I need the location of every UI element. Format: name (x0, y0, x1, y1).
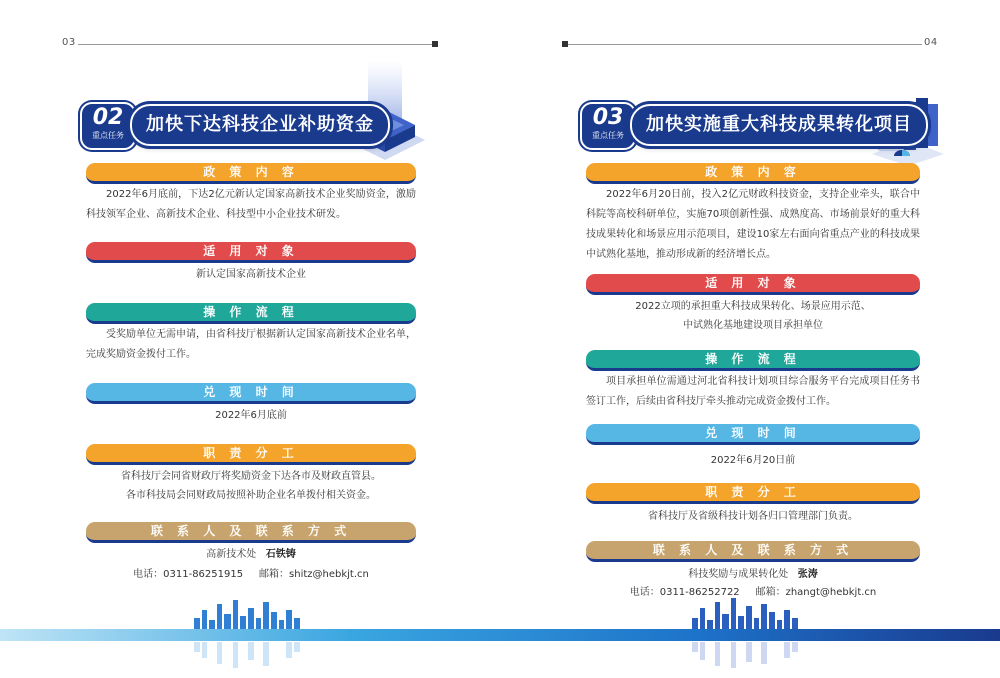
pill-duty: 职 责 分 工 (586, 483, 920, 504)
pill-time: 兑 现 时 间 (586, 424, 920, 445)
process-text: 受奖励单位无需申请，由省科技厅根据新认定国家高新技术企业名单，完成奖励资金拨付工作。 (86, 329, 416, 360)
target-line-2: 中试熟化基地建设项目承担单位 (683, 320, 823, 331)
pill-process: 操 作 流 程 (86, 303, 416, 324)
task-number-badge: 02 重点任务 (80, 102, 136, 150)
pill-duty: 职 责 分 工 (86, 444, 416, 465)
contact-dept: 高新技术处 (206, 549, 257, 560)
duty-line-2: 各市科技局会同财政局按照补助企业名单拨付相关资金。 (126, 490, 376, 501)
contact-dept-line (86, 545, 416, 565)
pill-contact: 联 系 人 及 联 系 方 式 (86, 522, 416, 543)
footer-gradient-bar (0, 629, 1000, 641)
header-rule-marker (432, 41, 438, 47)
time-text: 2022年6月底前 (215, 410, 287, 421)
section-banner (580, 96, 912, 160)
policy-text: 2022年6月20日前，投入2亿元财政科技资金，支持企业牵头，联合中科院等高校科研单位，实施70项创新性强、成熟度高、市场前景好的重大科技成果转化和场景应用示范项目，建设10家左右面向省重点产业的科技成果中试熟化基地，推动形成新的经济增长点。 (586, 189, 920, 260)
contact-phone: 电话：0311-86252722 (629, 587, 740, 598)
pill-time: 兑 现 时 间 (86, 383, 416, 404)
banner-title: 加快下达科技企业补助资金 (130, 104, 390, 146)
contact-email: 邮箱：shitz@hebkjt.cn (259, 569, 369, 580)
header-rule (568, 44, 922, 45)
time-text: 2022年6月20日前 (710, 455, 796, 466)
pill-contact: 联 系 人 及 联 系 方 式 (586, 541, 920, 562)
contact-info-line (86, 565, 416, 585)
contact-phone: 电话：0311-86251915 (133, 569, 244, 580)
policy-text: 2022年6月底前，下达2亿元新认定国家高新技术企业奖励资金，激励科技领军企业、高新技术企业、科技型中小企业技术研发。 (86, 189, 416, 220)
target-text: 新认定国家高新技术企业 (196, 269, 306, 280)
duty-line-1: 省科技厅会同省财政厅将奖励资金下达各市及财政直管县。 (121, 471, 381, 482)
pill-target: 适 用 对 象 (86, 242, 416, 263)
header-rule (78, 44, 434, 45)
pill-policy: 政 策 内 容 (86, 163, 416, 184)
task-number-badge: 03 重点任务 (580, 102, 636, 150)
contact-email: 邮箱：zhangt@hebkjt.cn (755, 587, 877, 598)
contact-person: 石铁铸 (265, 549, 296, 560)
contact-dept: 科技奖励与成果转化处 (688, 569, 789, 580)
page-number: 04 (924, 37, 938, 48)
pill-policy: 政 策 内 容 (586, 163, 920, 184)
contact-person: 张涛 (797, 569, 818, 580)
contact-dept-line (586, 565, 920, 585)
page-number: 03 (62, 37, 76, 48)
process-text: 项目承担单位需通过河北省科技计划项目综合服务平台完成项目任务书签订工作，后续由省科技厅牵头推动完成资金拨付工作。 (586, 376, 920, 407)
banner-title: 加快实施重大科技成果转化项目 (630, 104, 928, 146)
target-line-1: 2022立项的承担重大科技成果转化、场景应用示范、 (635, 301, 871, 312)
duty-text: 省科技厅及省级科技计划各归口管理部门负责。 (648, 511, 858, 522)
pill-target: 适 用 对 象 (586, 274, 920, 295)
section-banner (80, 96, 380, 160)
right-page (500, 0, 1000, 678)
pill-process: 操 作 流 程 (586, 350, 920, 371)
